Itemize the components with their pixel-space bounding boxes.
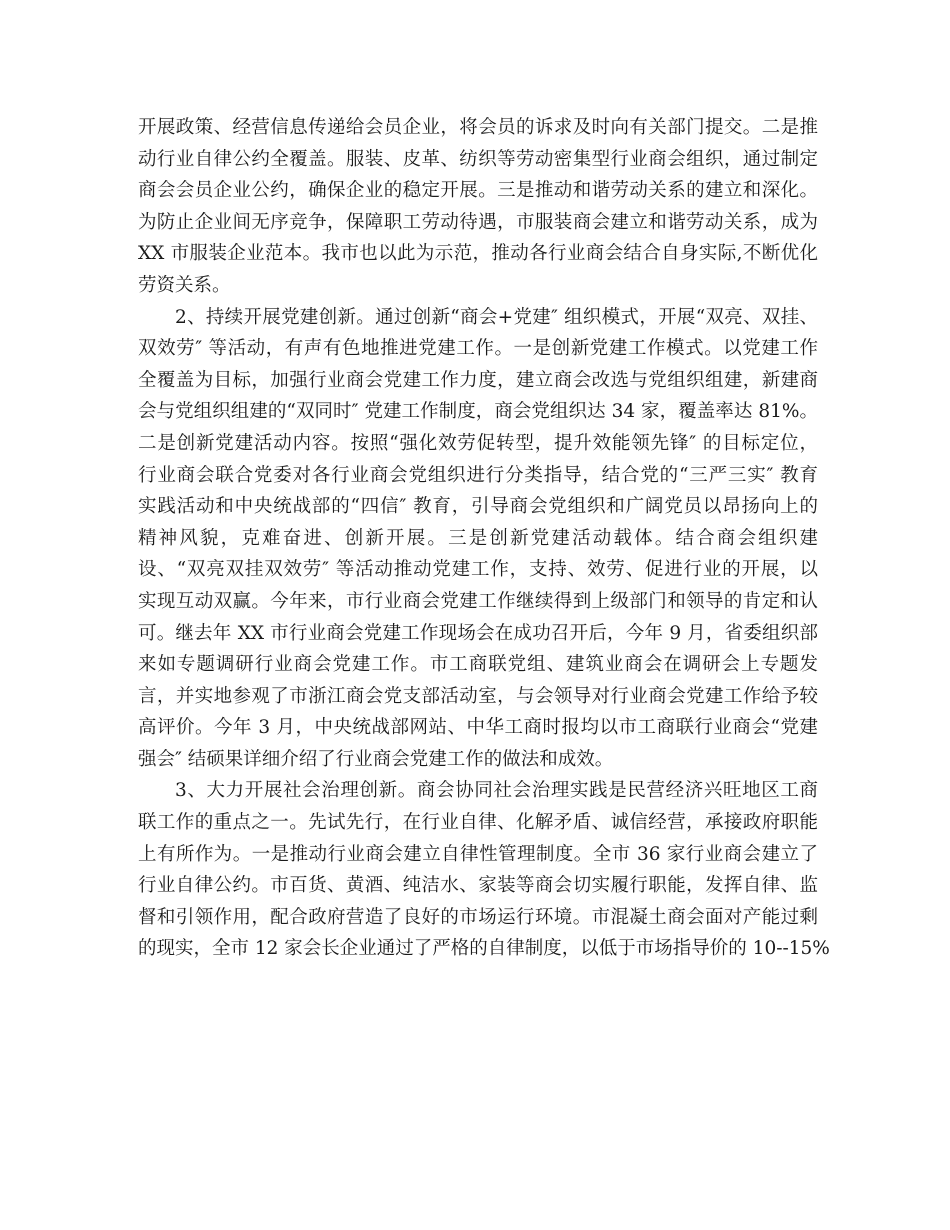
text-line: 会与党组织组建的“双同时″ 党建工作制度，商会党组织达 34 家，覆盖率达 81%。 [138, 401, 818, 423]
paragraph-2 [138, 302, 818, 776]
text-line: 设、“双亮双挂双效劳″ 等活动推动党建工作，支持、效劳、促进行业的开展，以 [138, 559, 818, 581]
text-line: 强会″ 结硕果详细介绍了行业商会党建工作的做法和成效。 [138, 748, 614, 770]
text-line: 全覆盖为目标，加强行业商会党建工作力度，建立商会改选与党组织组建，新建商 [138, 369, 818, 391]
text-line: 开展政策、经营信息传递给会员企业，将会员的诉求及时向有关部门提交。二是推 [138, 117, 818, 138]
text-line: 双效劳″ 等活动，有声有色地推进党建工作。一是创新党建工作模式。以党建工作 [138, 338, 818, 360]
text-line: 3、大力开展社会治理创新。商会协同社会治理实践是民营经济兴旺地区工商 [175, 780, 818, 802]
text-line: 实践活动和中央统战部的“四信″ 教育，引导商会党组织和广阔党员以昂扬向上的 [138, 496, 818, 518]
text-line: 2、持续开展党建创新。通过创新“商会+党建″ 组织模式，开展“双亮、双挂、 [175, 306, 818, 328]
text-line: 二是创新党建活动内容。按照“强化效劳促转型，提升效能领先锋″ 的目标定位， [138, 432, 818, 454]
text-line: 实现互动双赢。今年来，市行业商会党建工作继续得到上级部门和领导的肯定和认 [138, 590, 818, 612]
text-line: 行业自律公约。市百货、黄酒、纯洁水、家装等商会切实履行职能，发挥自律、监 [138, 875, 818, 897]
text-line: 劳资关系。 [138, 274, 231, 296]
text-line: 来如专题调研行业商会党建工作。市工商联党组、建筑业商会在调研会上专题发 [138, 654, 818, 676]
text-line: 督和引领作用，配合政府营造了良好的市场运行环境。市混凝土商会面对产能过剩 [138, 906, 818, 928]
text-line: 行业商会联合党委对各行业商会党组织进行分类指导，结合党的“三严三实″ 教育 [138, 464, 818, 486]
text-line: 为防止企业间无序竞争，保障职工劳动待遇，市服装商会建立和谐劳动关系，成为 [138, 211, 818, 233]
text-line: 商会会员企业公约，确保企业的稳定开展。三是推动和谐劳动关系的建立和深化。 [138, 180, 818, 202]
text-line: 精神风貌，克难奋进、创新开展。三是创新党建活动载体。结合商会组织建 [138, 527, 818, 549]
text-line: 联工作的重点之一。先试先行，在行业自律、化解矛盾、诚信经营，承接政府职能 [138, 812, 818, 834]
text-line: 的现实，全市 12 家会长企业通过了严格的自律制度，以低于市场指导价的 10--15% [138, 938, 830, 960]
text-line: 高评价。今年 3 月，中央统战部网站、中华工商时报均以市工商联行业商会“党建 [138, 717, 818, 739]
paragraph-1 [138, 112, 818, 302]
paragraph-3 [138, 775, 830, 965]
text-line: XX 市服装企业范本。我市也以此为示范，推动各行业商会结合自身实际,不断优化 [138, 243, 818, 265]
text-line: 言，并实地参观了市浙江商会党支部活动室，与会领导对行业商会党建工作给予较 [138, 685, 818, 707]
text-line: 上有所作为。一是推动行业商会建立自律性管理制度。全市 36 家行业商会建立了 [138, 843, 818, 865]
text-line: 动行业自律公约全覆盖。服装、皮革、纺织等劳动密集型行业商会组织，通过制定 [138, 148, 818, 170]
text-line: 可。继去年 XX 市行业商会党建工作现场会在成功召开后，今年 9 月，省委组织部 [138, 622, 818, 644]
document-body [138, 112, 830, 965]
